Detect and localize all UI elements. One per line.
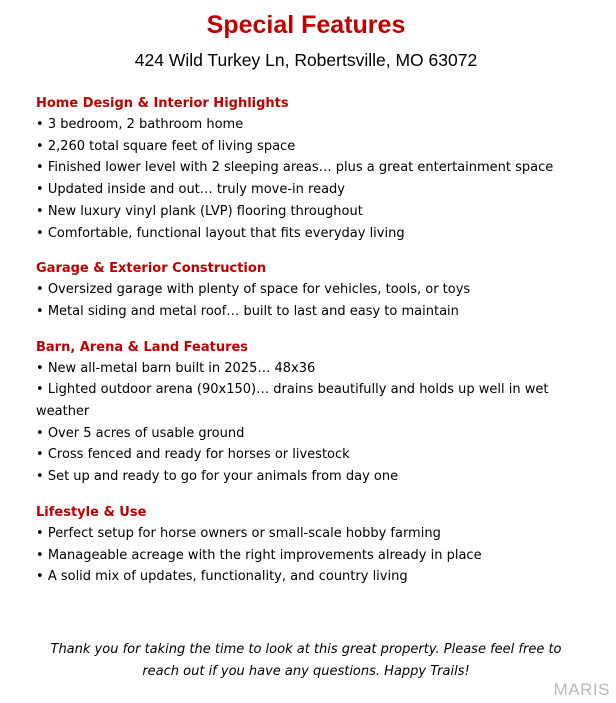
- list-item-text: Manageable acreage with the right improvements already in place: [47, 547, 482, 563]
- list-item: [36, 379, 576, 422]
- list-item-text: A solid mix of updates, functionality, and country living: [47, 569, 408, 585]
- section-garage-exterior: [36, 258, 576, 322]
- list-item: [36, 136, 576, 158]
- property-address: 424 Wild Turkey Ln, Robertsville, MO 63072: [134, 50, 478, 70]
- list-item-text: Set up and ready to go for your animals from day one: [47, 469, 399, 485]
- list-item: [36, 545, 576, 567]
- bullet-icon: •: [36, 447, 44, 463]
- list-item-text: Cross fenced and ready for horses or livestock: [47, 447, 350, 463]
- bullet-icon: •: [36, 138, 44, 154]
- bullet-icon: •: [36, 360, 44, 376]
- list-item: [36, 157, 576, 179]
- bullet-icon: •: [36, 282, 44, 298]
- features-list: [36, 93, 576, 602]
- bullet-icon: •: [36, 469, 44, 485]
- list-item-text: New all-metal barn built in 2025… 48x36: [47, 360, 316, 376]
- bullet-icon: •: [36, 225, 44, 241]
- bullet-icon: •: [36, 525, 44, 541]
- section-heading: Garage & Exterior Construction: [36, 261, 267, 277]
- bullet-icon: •: [36, 160, 44, 176]
- bullet-icon: •: [36, 425, 44, 441]
- list-item: [36, 466, 576, 488]
- section-home-design: [36, 93, 576, 244]
- bullet-icon: •: [36, 303, 44, 319]
- list-item: [36, 523, 576, 545]
- list-item: [36, 301, 576, 323]
- list-item-text: Updated inside and out… truly move-in ready: [47, 182, 345, 198]
- closing-note: [30, 639, 582, 682]
- bullet-icon: •: [36, 382, 44, 398]
- list-item: [36, 223, 576, 245]
- section-lifestyle-use: [36, 502, 576, 588]
- list-item: [36, 358, 576, 380]
- list-item: [36, 201, 576, 223]
- list-item-text: Comfortable, functional layout that fits everyday living: [47, 225, 405, 241]
- bullet-icon: •: [36, 117, 44, 132]
- list-item: [36, 179, 576, 201]
- list-item-text: Perfect setup for horse owners or small-scale hobby farming: [47, 525, 441, 541]
- list-item-text: Oversized garage with plenty of space for vehicles, tools, or toys: [47, 282, 471, 298]
- closing-line: Thank you for taking the time to look at this great property. Please feel free to: [50, 642, 562, 657]
- closing-line: reach out if you have any questions. Happy Trails!: [142, 663, 470, 679]
- section-heading: Home Design & Interior Highlights: [36, 96, 289, 111]
- bullet-icon: •: [36, 203, 44, 219]
- maris-watermark: MARIS: [553, 680, 610, 699]
- section-heading: Lifestyle & Use: [36, 504, 147, 520]
- list-item-text: 2,260 total square feet of living space: [47, 138, 296, 154]
- list-item-text: New luxury vinyl plank (LVP) flooring throughout: [47, 203, 363, 219]
- list-item-text: Lighted outdoor arena (90x150)… drains beautifully and holds up well in wet weather: [36, 382, 549, 420]
- list-item: [36, 114, 576, 136]
- list-item: [36, 566, 576, 588]
- list-item: [36, 423, 576, 445]
- bullet-icon: •: [36, 182, 44, 198]
- bullet-icon: •: [36, 569, 44, 585]
- section-heading: Barn, Arena & Land Features: [36, 339, 249, 355]
- list-item: [36, 279, 576, 301]
- list-item-text: Over 5 acres of usable ground: [47, 425, 245, 441]
- list-item-text: Finished lower level with 2 sleeping areas… plus a great entertainment space: [47, 160, 554, 176]
- page-title: Special Features: [206, 11, 406, 39]
- list-item-text: 3 bedroom, 2 bathroom home: [47, 117, 244, 132]
- section-barn-arena-land: [36, 337, 576, 488]
- bullet-icon: •: [36, 547, 44, 563]
- list-item-text: Metal siding and metal roof… built to last and easy to maintain: [47, 303, 459, 319]
- list-item: [36, 444, 576, 466]
